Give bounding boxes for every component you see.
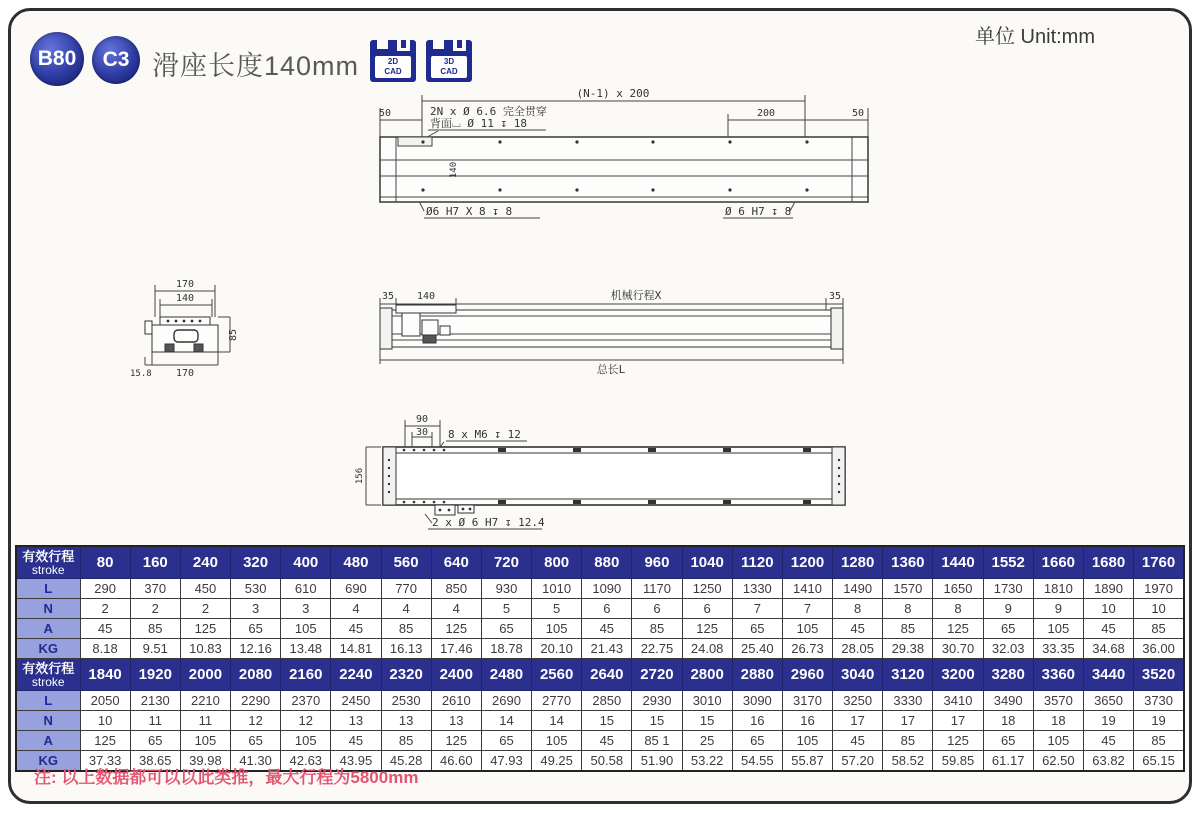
stroke-value: 1760 [1134, 546, 1184, 579]
spec-cell: 14 [481, 711, 531, 731]
stroke-value: 3520 [1134, 659, 1184, 691]
spec-cell: 2 [130, 599, 180, 619]
spec-cell: 10.83 [180, 639, 230, 659]
stroke-value: 2640 [582, 659, 632, 691]
spec-cell: 105 [180, 731, 230, 751]
spec-cell: 43.95 [331, 751, 381, 772]
spec-cell: 51.90 [632, 751, 682, 772]
spec-cell: 2610 [431, 691, 481, 711]
spec-row-n [16, 599, 1184, 619]
spec-cell: 50.58 [582, 751, 632, 772]
stroke-value: 2560 [532, 659, 582, 691]
spec-cell: 4 [331, 599, 381, 619]
spec-cell: 20.10 [532, 639, 582, 659]
spec-cell: 3 [231, 599, 281, 619]
stroke-value: 640 [431, 546, 481, 579]
spec-cell: 1970 [1134, 579, 1184, 599]
spec-cell: 3330 [883, 691, 933, 711]
spec-cell: 57.20 [833, 751, 883, 772]
cad-2d-line2: CAD [384, 67, 402, 76]
spec-cell: 65 [130, 731, 180, 751]
spec-cell: 85 [632, 619, 682, 639]
footnote: 注: 以上数据都可以以此类推，最大行程为5800mm [34, 768, 419, 787]
stroke-value: 1280 [833, 546, 883, 579]
spec-cell: 65 [481, 731, 531, 751]
spec-cell: 530 [231, 579, 281, 599]
spec-cell: 61.17 [983, 751, 1033, 772]
dim-140-carriage: 140 [416, 291, 436, 302]
stroke-header-row [16, 659, 1184, 691]
stroke-value: 2080 [231, 659, 281, 691]
spec-cell: 55.87 [782, 751, 832, 772]
total-length-label: 总长L [596, 363, 626, 376]
cad-3d-button[interactable] [426, 40, 472, 82]
spec-cell: 22.75 [632, 639, 682, 659]
spec-cell: 1810 [1033, 579, 1083, 599]
stroke-value: 800 [532, 546, 582, 579]
mechanical-stroke-label: 机械行程X [610, 289, 662, 302]
spec-cell: 105 [281, 619, 331, 639]
spec-cell: 25 [682, 731, 732, 751]
stroke-value: 320 [231, 546, 281, 579]
stroke-value: 1200 [782, 546, 832, 579]
dim-35-left: 35 [381, 291, 395, 302]
row-label: A [16, 619, 80, 639]
stroke-value: 2000 [180, 659, 230, 691]
model-badge: B80 [30, 32, 84, 86]
spec-row-n [16, 711, 1184, 731]
stroke-value: 1360 [883, 546, 933, 579]
spec-cell: 17.46 [431, 639, 481, 659]
spec-cell: 45 [80, 619, 130, 639]
spec-cell: 6 [682, 599, 732, 619]
spec-cell: 930 [481, 579, 531, 599]
spec-cell: 58.52 [883, 751, 933, 772]
stroke-value: 1680 [1083, 546, 1133, 579]
stroke-value: 1552 [983, 546, 1033, 579]
spec-cell: 45 [833, 619, 883, 639]
spec-cell: 9 [983, 599, 1033, 619]
spec-cell: 13.48 [281, 639, 331, 659]
spec-cell: 45 [331, 619, 381, 639]
spec-cell: 10 [1083, 599, 1133, 619]
hole-note-line2: 背面⌴ Ø 11 ↧ 18 [430, 117, 528, 130]
stroke-value: 400 [281, 546, 331, 579]
stroke-value: 1040 [682, 546, 732, 579]
spec-cell: 65 [231, 731, 281, 751]
spec-cell: 3410 [933, 691, 983, 711]
spec-cell: 610 [281, 579, 331, 599]
spec-cell: 42.63 [281, 751, 331, 772]
stroke-table [15, 545, 1185, 772]
cad-3d-label [431, 56, 467, 78]
disk-slot-pin [401, 40, 406, 48]
spec-cell: 105 [1033, 619, 1083, 639]
spec-cell: 85 [381, 619, 431, 639]
spec-cell: 24.08 [682, 639, 732, 659]
stroke-value: 1920 [130, 659, 180, 691]
spec-cell: 2050 [80, 691, 130, 711]
stroke-value: 2800 [682, 659, 732, 691]
spec-cell: 85 [883, 619, 933, 639]
spec-cell: 59.85 [933, 751, 983, 772]
spec-cell: 19 [1134, 711, 1184, 731]
spec-row-a [16, 731, 1184, 751]
spec-cell: 46.60 [431, 751, 481, 772]
top-view-drawing [368, 86, 885, 238]
spec-cell: 105 [532, 619, 582, 639]
stroke-row-label: 有效行程 stroke [16, 546, 80, 579]
spec-cell: 45 [582, 731, 632, 751]
series-badge: C3 [92, 36, 140, 84]
spec-cell: 8 [833, 599, 883, 619]
spec-cell: 85 [1134, 619, 1184, 639]
stroke-value: 2880 [732, 659, 782, 691]
spec-cell: 2370 [281, 691, 331, 711]
spec-cell: 63.82 [1083, 751, 1133, 772]
stroke-value: 960 [632, 546, 682, 579]
spec-cell: 65 [983, 731, 1033, 751]
spec-cell: 18 [1033, 711, 1083, 731]
spec-cell: 1250 [682, 579, 732, 599]
spec-cell: 25.40 [732, 639, 782, 659]
spec-cell: 105 [281, 731, 331, 751]
spec-cell: 15 [682, 711, 732, 731]
cad-3d-line2: CAD [440, 67, 458, 76]
spec-cell: 125 [431, 619, 481, 639]
spec-cell: 11 [130, 711, 180, 731]
spec-cell: 45 [331, 731, 381, 751]
spec-cell: 65 [732, 619, 782, 639]
spec-cell: 9 [1033, 599, 1083, 619]
dowel-label-left: Ø6 H7 X 8 ↧ 8 [426, 205, 513, 218]
row-label: L [16, 691, 80, 711]
spec-cell: 65 [983, 619, 1033, 639]
spec-cell: 3170 [782, 691, 832, 711]
spec-cell: 4 [431, 599, 481, 619]
spec-cell: 125 [431, 731, 481, 751]
spec-cell: 370 [130, 579, 180, 599]
spec-cell: 18 [983, 711, 1033, 731]
spec-cell: 45.28 [381, 751, 431, 772]
row-label: N [16, 711, 80, 731]
spec-cell: 3650 [1083, 691, 1133, 711]
dim-50-right: 50 [851, 108, 865, 119]
spec-cell: 32.03 [983, 639, 1033, 659]
spec-cell: 7 [782, 599, 832, 619]
spec-cell: 38.65 [130, 751, 180, 772]
spec-cell: 13 [381, 711, 431, 731]
spec-cell: 85 [130, 619, 180, 639]
spec-cell: 15 [632, 711, 682, 731]
stroke-value: 1840 [80, 659, 130, 691]
spec-cell: 2530 [381, 691, 431, 711]
spec-cell: 2930 [632, 691, 682, 711]
stroke-value: 3280 [983, 659, 1033, 691]
spec-cell: 2850 [582, 691, 632, 711]
spec-cell: 105 [782, 619, 832, 639]
spec-cell: 125 [180, 619, 230, 639]
dim-35-right: 35 [828, 291, 842, 302]
spec-cell: 26.73 [782, 639, 832, 659]
dim-140-vertical: 140 [449, 161, 459, 179]
spec-row-l [16, 579, 1184, 599]
spec-cell: 65.15 [1134, 751, 1184, 772]
spec-cell: 3010 [682, 691, 732, 711]
spec-cell: 105 [1033, 731, 1083, 751]
spec-cell: 45 [1083, 619, 1133, 639]
spec-cell: 125 [933, 619, 983, 639]
dim-30: 30 [415, 427, 429, 438]
row-label: L [16, 579, 80, 599]
spec-cell: 49.25 [532, 751, 582, 772]
spec-cell: 12.16 [231, 639, 281, 659]
spec-cell: 8 [933, 599, 983, 619]
cad-2d-line1: 2D [387, 57, 399, 66]
spec-cell: 3730 [1134, 691, 1184, 711]
spec-cell: 1890 [1083, 579, 1133, 599]
spec-cell: 3490 [983, 691, 1033, 711]
stroke-value: 2480 [481, 659, 531, 691]
spec-cell: 125 [682, 619, 732, 639]
spec-cell: 17 [933, 711, 983, 731]
spec-cell: 290 [80, 579, 130, 599]
spec-cell: 54.55 [732, 751, 782, 772]
stroke-value: 1120 [732, 546, 782, 579]
bottom-view-drawing [352, 410, 852, 535]
spec-row-a [16, 619, 1184, 639]
spec-cell: 65 [732, 731, 782, 751]
dowel-label-right: Ø 6 H7 ↧ 8 [725, 205, 792, 218]
spec-cell: 6 [582, 599, 632, 619]
spec-cell: 10 [80, 711, 130, 731]
spec-cell: 8.18 [80, 639, 130, 659]
dim-156: 156 [355, 467, 365, 485]
spec-cell: 14.81 [331, 639, 381, 659]
page-title: 滑座长度140mm [152, 51, 360, 81]
spec-cell: 105 [782, 731, 832, 751]
unit-label: 单位 Unit:mm [975, 26, 1095, 48]
spec-cell: 12 [231, 711, 281, 731]
screw-note: 8 x M6 ↧ 12 [448, 428, 521, 441]
stroke-value: 3440 [1083, 659, 1133, 691]
stroke-value: 3040 [833, 659, 883, 691]
disk-notch [377, 40, 388, 49]
spec-cell: 2770 [532, 691, 582, 711]
stroke-value: 560 [381, 546, 431, 579]
spec-cell: 45 [582, 619, 632, 639]
spec-cell: 2210 [180, 691, 230, 711]
spec-cell: 7 [732, 599, 782, 619]
stroke-value: 2160 [281, 659, 331, 691]
spec-cell: 3090 [732, 691, 782, 711]
cad-2d-button[interactable] [370, 40, 416, 82]
cad-3d-line1: 3D [443, 57, 455, 66]
dim-15-8: 15.8 [130, 369, 152, 379]
row-label: KG [16, 639, 80, 659]
dim-170-top: 170 [175, 279, 195, 290]
side-view-drawing [378, 282, 848, 377]
pin-note: 2 x Ø 6 H7 ↧ 12.4 [432, 516, 545, 529]
spec-cell: 45 [1083, 731, 1133, 751]
spec-cell: 8 [883, 599, 933, 619]
stroke-value: 3360 [1033, 659, 1083, 691]
spec-cell: 1090 [582, 579, 632, 599]
spec-cell: 21.43 [582, 639, 632, 659]
spec-cell: 1650 [933, 579, 983, 599]
spec-cell: 30.70 [933, 639, 983, 659]
section-outline [145, 317, 218, 352]
row-label: A [16, 731, 80, 751]
body-outline [380, 305, 843, 349]
spec-cell: 2130 [130, 691, 180, 711]
spec-cell: 16 [732, 711, 782, 731]
stroke-value: 880 [582, 546, 632, 579]
dim-90: 90 [415, 414, 429, 425]
spec-cell: 770 [381, 579, 431, 599]
spec-cell: 690 [331, 579, 381, 599]
spec-cell: 16 [782, 711, 832, 731]
dim-85: 85 [228, 328, 239, 342]
stroke-row-label: 有效行程 stroke [16, 659, 80, 691]
stroke-value: 3120 [883, 659, 933, 691]
spec-cell: 6 [632, 599, 682, 619]
cad-2d-label [375, 56, 411, 78]
spec-cell: 105 [532, 731, 582, 751]
spec-cell: 4 [381, 599, 431, 619]
spec-cell: 29.38 [883, 639, 933, 659]
stroke-value: 2960 [782, 659, 832, 691]
spec-cell: 18.78 [481, 639, 531, 659]
spec-cell: 85 [883, 731, 933, 751]
spec-cell: 11 [180, 711, 230, 731]
hole-note-line1: 2N x Ø 6.6 完全贯穿 [430, 105, 547, 118]
spec-cell: 13 [331, 711, 381, 731]
stroke-value: 2320 [381, 659, 431, 691]
spec-cell: 65 [481, 619, 531, 639]
spec-cell: 2 [80, 599, 130, 619]
spec-cell: 28.05 [833, 639, 883, 659]
disk-notch [433, 40, 444, 49]
stroke-value: 480 [331, 546, 381, 579]
cross-section-drawing [128, 272, 308, 382]
spec-cell: 85 1 [632, 731, 682, 751]
stroke-value: 2720 [632, 659, 682, 691]
stroke-header-row [16, 546, 1184, 579]
stroke-value: 160 [130, 546, 180, 579]
spec-cell: 10 [1134, 599, 1184, 619]
spec-cell: 85 [381, 731, 431, 751]
spec-cell: 5 [481, 599, 531, 619]
spec-cell: 1170 [632, 579, 682, 599]
disk-slot-pin [457, 40, 462, 48]
spec-cell: 1330 [732, 579, 782, 599]
spec-cell: 2290 [231, 691, 281, 711]
spec-cell: 850 [431, 579, 481, 599]
spec-cell: 34.68 [1083, 639, 1133, 659]
spec-cell: 16.13 [381, 639, 431, 659]
spec-cell: 36.00 [1134, 639, 1184, 659]
stroke-value: 240 [180, 546, 230, 579]
spec-cell: 1570 [883, 579, 933, 599]
spec-cell: 62.50 [1033, 751, 1083, 772]
spec-cell: 1410 [782, 579, 832, 599]
spec-cell: 1010 [532, 579, 582, 599]
spec-cell: 13 [431, 711, 481, 731]
row-label: N [16, 599, 80, 619]
spec-cell: 15 [582, 711, 632, 731]
spec-cell: 39.98 [180, 751, 230, 772]
spec-cell: 45 [833, 731, 883, 751]
dim-200: 200 [756, 108, 776, 119]
dim-170-bottom: 170 [175, 368, 195, 379]
spec-cell: 5 [532, 599, 582, 619]
stroke-value: 1440 [933, 546, 983, 579]
dim-140: 140 [175, 293, 195, 304]
spec-cell: 47.93 [481, 751, 531, 772]
spec-cell: 65 [231, 619, 281, 639]
spec-row-kg [16, 639, 1184, 659]
spec-cell: 450 [180, 579, 230, 599]
spec-cell: 1490 [833, 579, 883, 599]
stroke-value: 2240 [331, 659, 381, 691]
stroke-value: 2400 [431, 659, 481, 691]
spec-cell: 1730 [983, 579, 1033, 599]
spec-cell: 17 [833, 711, 883, 731]
spec-cell: 2690 [481, 691, 531, 711]
spec-cell: 19 [1083, 711, 1133, 731]
spec-cell: 14 [532, 711, 582, 731]
stroke-value: 1660 [1033, 546, 1083, 579]
spec-cell: 3250 [833, 691, 883, 711]
spec-cell: 12 [281, 711, 331, 731]
dim-50-left: 50 [378, 108, 392, 119]
spec-cell: 2 [180, 599, 230, 619]
spec-cell: 33.35 [1033, 639, 1083, 659]
stroke-value: 80 [80, 546, 130, 579]
spec-cell: 85 [1134, 731, 1184, 751]
spec-row-l [16, 691, 1184, 711]
body-outline [383, 447, 845, 515]
spec-cell: 125 [933, 731, 983, 751]
row-label: KG [16, 751, 80, 772]
spec-cell: 9.51 [130, 639, 180, 659]
spec-cell: 2450 [331, 691, 381, 711]
spec-cell: 17 [883, 711, 933, 731]
stroke-value: 3200 [933, 659, 983, 691]
spec-cell: 53.22 [682, 751, 732, 772]
spec-cell: 37.33 [80, 751, 130, 772]
spec-cell: 3 [281, 599, 331, 619]
spec-cell: 125 [80, 731, 130, 751]
stroke-value: 720 [481, 546, 531, 579]
spec-cell: 41.30 [231, 751, 281, 772]
spec-cell: 3570 [1033, 691, 1083, 711]
dim-span-label: (N-1) x 200 [576, 87, 650, 100]
